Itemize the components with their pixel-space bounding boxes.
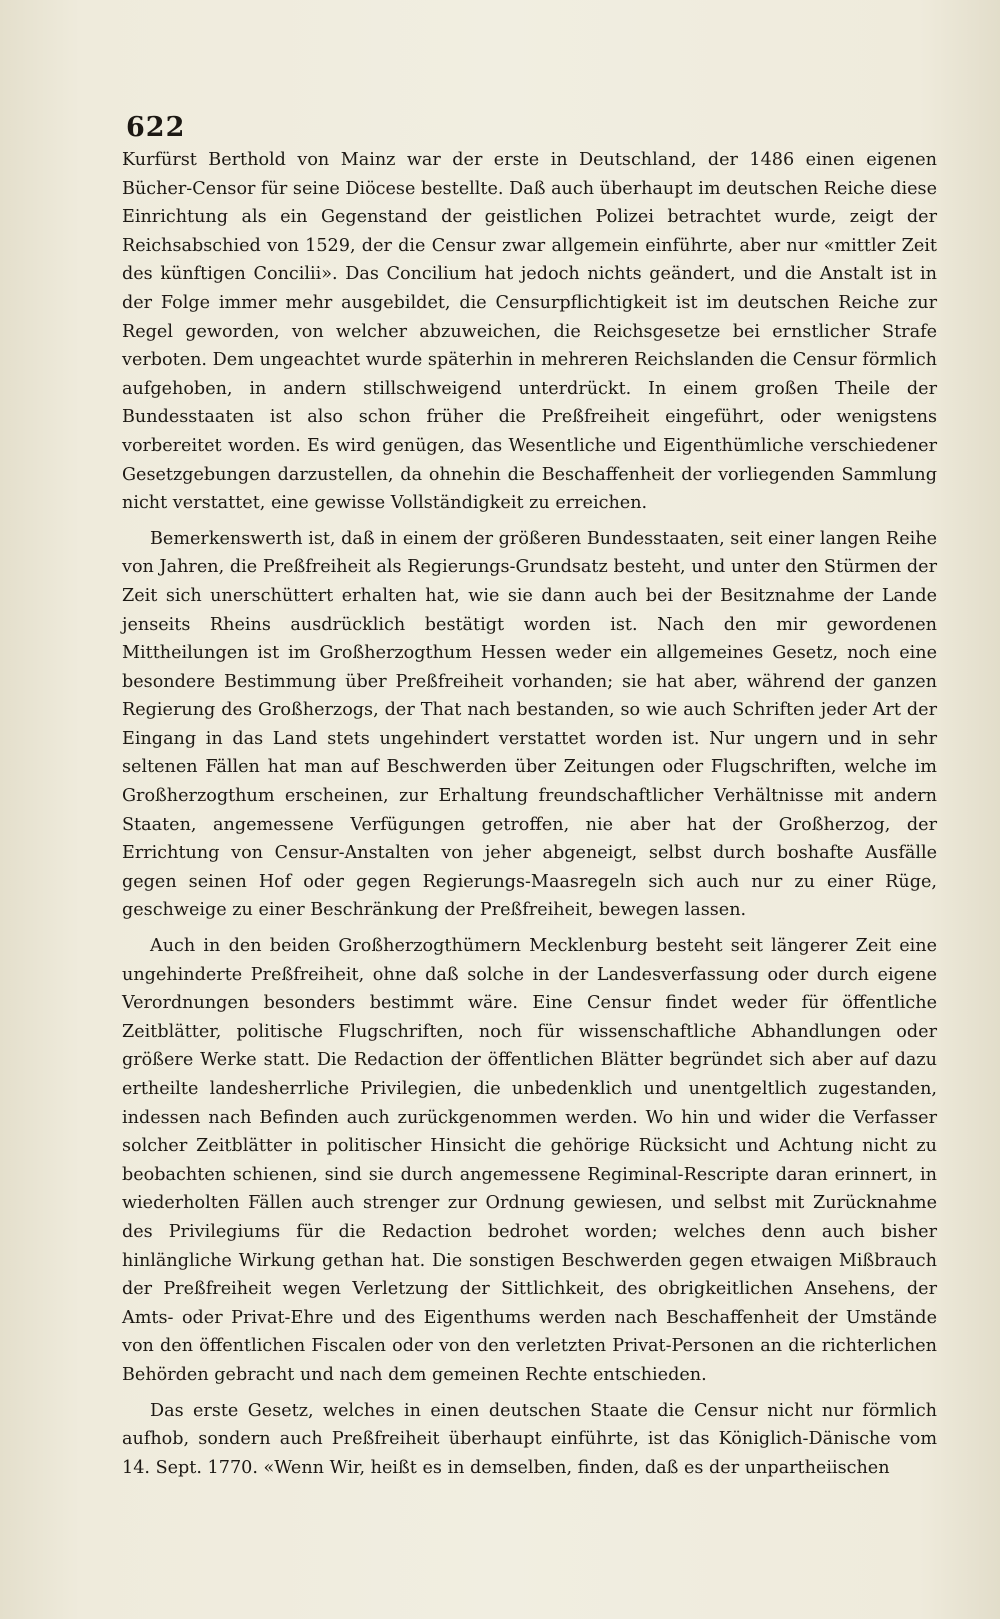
paragraph-mecklenburg: Auch in den beiden Großherzogthümern Mecklenburg besteht seit längerer Zeit eine ungehinderte Preßfreiheit, ohne daß solche in der Landesverfassung oder durch eigene Verordnungen besonders bestimmt wäre. Eine Censur findet weder für öffentliche Zeitblätter, politische Flugschriften, noch für wissenschaftliche Abhandlungen oder größere Werke statt. Die Redaction der öffentlichen Blätter begründet sich aber auf dazu ertheilte landesherrliche Privilegien, die unbedenklich und unentgeltlich zugestanden, indessen nach Befinden auch zurückgenommen werden. Wo hin und wider die Verfasser solcher Zeitblätter in politischer Hinsicht die gehörige Rücksicht und Achtung nicht zu beobachten schienen, sind sie durch angemessene Regiminal-Rescripte daran erinnert, in wiederholten Fällen auch strenger zur Ordnung gewiesen, und selbst mit Zurücknahme des Privilegiums für die Redaction bedrohet worden; welches denn auch bisher hinlängliche Wirkung gethan hat. Die sonstigen Beschwerden gegen etwaigen Mißbrauch der Preßfreiheit wegen Verletzung der Sittlichkeit, des obrigkeitlichen Ansehens, der Amts- oder Privat-Ehre und des Eigenthums werden nach Beschaffenheit der Umstände von den öffentlichen Fiscalen oder von den verletzten Privat-Personen an die richterlichen Behörden gebracht und nach dem gemeinen Rechte entschieden. (122, 936, 937, 1385)
page-body (122, 146, 937, 1482)
paragraph-denmark: Das erste Gesetz, welches in einen deutschen Staate die Censur nicht nur förmlich aufhob, sondern auch Preßfreiheit überhaupt einführte, ist das Königlich-Dänische vom 14. Sept. 1770. «Wenn Wir, heißt es in demselben, finden, daß es der unpartheiischen (122, 1400, 937, 1478)
paragraph-hessen: Bemerkenswerth ist, daß in einem der größeren Bundesstaaten, seit einer langen Reihe von Jahren, die Preßfreiheit als Regierungs-Grundsatz besteht, und unter den Stürmen der Zeit sich unerschüttert erhalten hat, wie sie dann auch bei der Besitznahme der Lande jenseits Rheins ausdrücklich bestätigt worden ist. Nach den mir gewordenen Mittheilungen ist im Großherzogthum Hessen weder ein allgemeines Gesetz, noch eine besondere Bestimmung über Preßfreiheit vorhanden; sie hat aber, während der ganzen Regierung des Großherzogs, der That nach bestanden, so wie auch Schriften jeder Art der Eingang in das Land stets ungehindert verstattet worden ist. Nur ungern und in sehr seltenen Fällen hat man auf Beschwerden über Zeitungen oder Flugschriften, welche im Großherzogthum erscheinen, zur Erhaltung freundschaftlicher Verhältnisse mit andern Staaten, angemessene Verfügungen getroffen, nie aber hat der Großherzog, der Errichtung von Censur-Anstalten von jeher abgeneigt, selbst durch boshafte Ausfälle gegen seinen Hof oder gegen Regierungs-Maasregeln sich auch nur zu einer Rüge, geschweige zu einer Beschränkung der Preßfreiheit, bewegen lassen. (122, 528, 937, 921)
page-number: 622 (126, 112, 186, 143)
paragraph-berthold-mainz: Kurfürst Berthold von Mainz war der erste in Deutschland, der 1486 einen eigenen Bücher-Censor für seine Diöcese bestellte. Daß auch überhaupt im deutschen Reiche diese Einrichtung als ein Gegenstand der geistlichen Polizei betrachtet wurde, zeigt der Reichsabschied von 1529, der die Censur zwar allgemein einführte, aber nur «mittler Zeit des künftigen Concilii». Das Concilium hat jedoch nichts geändert, und die Anstalt ist in der Folge immer mehr ausgebildet, die Censurpflichtigkeit ist im deutschen Reiche zur Regel geworden, von welcher abzuweichen, die Reichsgesetze bei ernstlicher Strafe verboten. Dem ungeachtet wurde späterhin in mehreren Reichslanden die Censur förmlich aufgehoben, in andern stillschweigend unterdrückt. In einem großen Theile der Bundesstaaten ist also schon früher die Preßfreiheit eingeführt, oder wenigstens vorbereitet worden. Es wird genügen, das Wesentliche und Eigenthümliche verschiedener Gesetzgebungen darzustellen, da ohnehin die Beschaffenheit der vorliegenden Sammlung nicht verstattet, eine gewisse Vollständigkeit zu erreichen. (122, 150, 937, 514)
